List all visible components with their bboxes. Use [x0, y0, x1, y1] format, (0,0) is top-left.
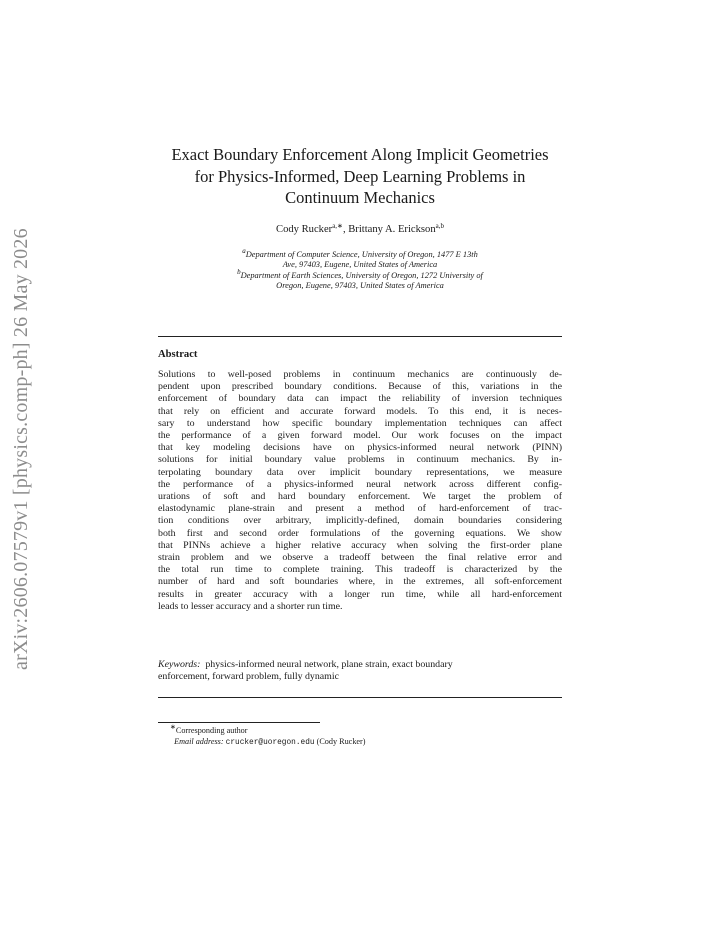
abstract-line: the performance of a physics-informed neural network across different config- [158, 478, 562, 490]
author-name: Brittany A. Erickson [348, 224, 436, 235]
footnote-rule [158, 722, 320, 723]
title-line: Continuum Mechanics [285, 188, 435, 207]
abstract-line: solutions for initial boundary value problems in continuum mechanics. By in- [158, 454, 562, 466]
affiliations [180, 247, 540, 292]
affiliation-mark: b [237, 267, 241, 276]
footnote-mark: ∗ [170, 723, 176, 731]
title-line: for Physics-Informed, Deep Learning Problems in [194, 166, 526, 186]
abstract-line: pendent upon prescribed boundary conditions. Because of this, variations in the [158, 381, 562, 393]
abstract-line: that key modeling decisions have on physics-informed neural network (PINN) [158, 442, 562, 454]
footnote-email-line [170, 737, 366, 749]
footnote [170, 723, 366, 748]
affiliation-mark: a [242, 247, 246, 255]
author-affiliation-mark: a,∗ [332, 222, 343, 230]
abstract-line: strain problem and we observe a tradeoff between the final relative error and [158, 552, 562, 564]
author-separator: , [342, 224, 349, 235]
abstract-line: the total run time to complete training. This tradeoff is characterized by the [158, 564, 562, 576]
abstract-line: that rely on efficient and accurate forward models. To this end, it is neces- [158, 405, 562, 417]
affiliation-a-line: Ave, 97403, Eugene, United States of America [282, 260, 438, 270]
affiliation-a-line [180, 247, 540, 260]
abstract-bottom-rule [158, 697, 562, 698]
affiliation-text: Department of Computer Science, University of Oregon, 1477 E 13th [245, 250, 478, 259]
keywords-block [158, 659, 562, 683]
author-affiliation-mark: a,b [435, 222, 444, 230]
abstract-line: sary to understand how specific boundary implementation techniques can affect [158, 417, 562, 429]
abstract-line: number of hard and soft boundaries where, in the extremes, all soft-enforcement [158, 576, 562, 588]
abstract-line: urations of soft and hard boundary enforcement. We target the problem of [158, 491, 562, 503]
keywords-label: Keywords: [158, 659, 201, 670]
abstract-top-rule [158, 336, 562, 337]
email-address: crucker@uoregon.edu [225, 738, 315, 747]
abstract-line: enforcement of boundary data can impact the reliability of inversion techniques [158, 393, 562, 405]
abstract-line: leads to lesser accuracy and a shorter run time. [158, 600, 343, 612]
abstract-body [158, 369, 562, 613]
author-name: Cody Rucker [276, 224, 333, 235]
abstract-line: terpolating boundary data over implicit boundary representations, we measure [158, 466, 562, 478]
abstract-heading: Abstract [158, 349, 198, 360]
footnote-text: Corresponding author [175, 726, 248, 735]
abstract-line: both first and second order formulations of the governing equations. We show [158, 527, 562, 539]
author-list [140, 224, 580, 235]
affiliation-b-line: Oregon, Eugene, 97403, United States of America [276, 281, 444, 291]
keywords-line [158, 659, 562, 671]
email-owner: (Cody Rucker) [316, 736, 366, 746]
abstract-line: Solutions to well-posed problems in continuum mechanics are continuously de- [158, 369, 562, 380]
footnote-corresponding [170, 723, 366, 737]
affiliation-b-line [180, 267, 540, 281]
title-line: Exact Boundary Enforcement Along Implicit Geometries [171, 145, 549, 164]
abstract-line: results in greater accuracy with a longer run time, while all hard-enforcement [158, 588, 562, 600]
abstract-line: elastodynamic plane-strain and present a method of hard-enforcement of trac- [158, 503, 562, 515]
abstract-line: that PINNs achieve a higher relative accuracy when solving the first-order plane [158, 539, 562, 551]
arxiv-identifier: arXiv:2606.07579v1 [physics.comp-ph] 26 May 2026 [10, 228, 32, 670]
abstract-line: the performance of a given forward model. Our work focuses on the impact [158, 430, 562, 442]
keywords-text: physics-informed neural network, plane strain, exact boundary [205, 659, 453, 670]
keywords-line: enforcement, forward problem, fully dynamic [158, 671, 339, 683]
paper-title [140, 144, 580, 209]
email-label: Email address: [174, 736, 224, 746]
abstract-line: tion conditions over arbitrary, implicitly-defined, domain boundaries considering [158, 515, 562, 527]
affiliation-text: Department of Earth Sciences, University of Oregon, 1272 University of [240, 270, 483, 280]
